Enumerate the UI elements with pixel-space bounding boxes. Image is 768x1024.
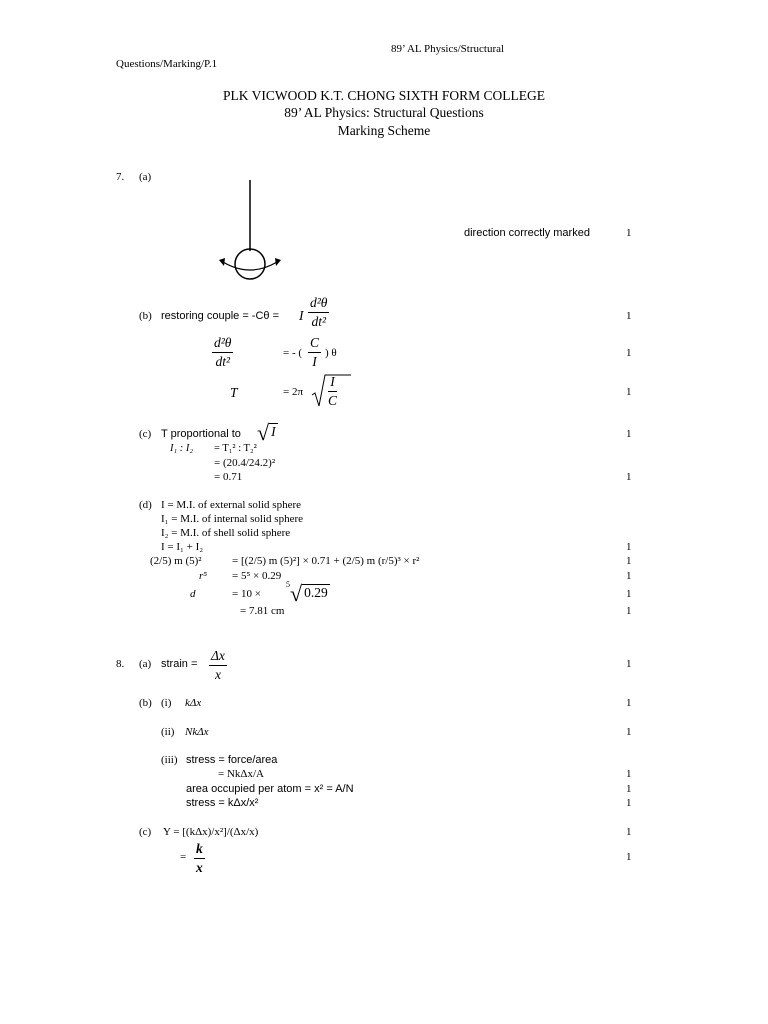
q8-number: 8. — [116, 658, 125, 670]
q7d-line5-rhs: = [(2/5) m (5)²] × 0.71 + (2/5) m (r/5)³ × r² — [232, 555, 420, 567]
q7-number: 7. — [116, 171, 125, 183]
q7d-line2: I₁ = M.I. of internal solid sphere — [161, 513, 304, 525]
fraction-denominator: dt² — [215, 353, 230, 369]
q7d-line7-mark: 1 — [626, 588, 632, 600]
fraction-denominator: C — [328, 392, 338, 408]
q8a-label: (a) — [139, 658, 152, 670]
q7d-line6-lhs: r⁵ — [199, 570, 208, 582]
q7c-label: (c) — [139, 428, 152, 440]
header-left: Questions/Marking/P.1 — [116, 58, 218, 70]
fraction-denominator: dt² — [311, 313, 326, 329]
college-title: PLK VICWOOD K.T. CHONG SIXTH FORM COLLEGE — [223, 88, 545, 103]
q7d-line7-rhs: = 10 × — [232, 588, 261, 600]
q7b-row2-C-over-I — [308, 336, 321, 368]
q8b-i-text: kΔx — [185, 697, 202, 709]
q7c-row4-mark: 1 — [626, 471, 632, 483]
q7d-line6-rhs: = 5⁵ × 0.29 — [232, 570, 282, 582]
q8b-label: (b) — [139, 697, 152, 709]
q7b-row2-mark: 1 — [626, 347, 632, 359]
q7b-row2-close: ) θ — [325, 347, 337, 359]
q7d-line5-lhs: (2/5) m (5)² — [150, 555, 202, 567]
q7d-line5-mark: 1 — [626, 555, 632, 567]
q7d-fifth-root: $^5$√ 0.29 — [286, 580, 328, 606]
q7c-row3: = (20.4/24.2)² — [214, 457, 276, 469]
q7d-line4: I = I₁ + I₂ — [161, 541, 204, 553]
q8c-label: (c) — [139, 826, 152, 838]
q8b-iii-line3-mark: 1 — [626, 783, 632, 795]
q8b-iii-label: (iii) — [161, 754, 178, 766]
header-right: 89’ AL Physics/Structural — [391, 43, 505, 55]
q7d-line8-mark: 1 — [626, 605, 632, 617]
q7b-row1-mark: 1 — [626, 310, 632, 322]
fraction-denominator: x — [214, 666, 221, 682]
q8c-line2-eq: = — [180, 851, 187, 863]
q8a-text: strain = — [161, 658, 198, 670]
q7d-line6-mark: 1 — [626, 570, 632, 582]
fraction-numerator: k — [194, 842, 205, 859]
torsion-pendulum-diagram — [215, 176, 295, 280]
q7c-row1-mark: 1 — [626, 428, 632, 440]
q7b-row1-fraction — [308, 296, 329, 328]
q8b-i-mark: 1 — [626, 697, 632, 709]
fraction-denominator: x — [196, 859, 203, 875]
q7a-label: (a) — [139, 171, 152, 183]
q7d-line3: I₂ = M.I. of shell solid sphere — [161, 527, 291, 539]
q8c-line1-mark: 1 — [626, 826, 632, 838]
q8c-line2-mark: 1 — [626, 851, 632, 863]
q8c-line1: Y = [(kΔx)/x²]/(Δx/x) — [163, 826, 259, 838]
q8b-iii-line4: stress = kΔx/x² — [186, 797, 259, 809]
q8b-iii-line4-mark: 1 — [626, 797, 632, 809]
q7c-row4: = 0.71 — [214, 471, 243, 483]
q7b-row3-lhs: T — [230, 385, 238, 400]
q7c-sqrt-I: √ I — [257, 420, 276, 445]
fraction-numerator: C — [308, 336, 321, 353]
q8b-ii-label: (ii) — [161, 726, 175, 738]
q7c-row2-lhs: I₁ : I₂ — [170, 443, 194, 454]
q8c-k-over-x — [194, 842, 205, 874]
q7b-row3-I-over-C — [328, 375, 337, 407]
q7a-mark: 1 — [626, 227, 632, 239]
fraction-numerator: I — [328, 375, 337, 392]
q7b-row3-eq: = 2π — [283, 386, 304, 398]
q8b-i-label: (i) — [161, 697, 172, 709]
sphere — [235, 249, 265, 279]
q8b-ii-text: NkΔx — [185, 726, 209, 738]
q7b-row2-eq: = - ( — [283, 347, 303, 359]
left-arrow-icon — [219, 258, 225, 266]
q8b-iii-line2: = NkΔx/A — [218, 768, 264, 780]
q7d-line4-mark: 1 — [626, 541, 632, 553]
q7c-row2-rhs: = T₁² : T₂² — [214, 443, 257, 454]
fraction-denominator: I — [312, 353, 317, 369]
q7d-label: (d) — [139, 499, 152, 511]
q8b-ii-mark: 1 — [626, 726, 632, 738]
q7b-row2-fraction — [212, 336, 233, 368]
q7c-row1-text: T proportional to — [161, 428, 241, 440]
q7d-line7-lhs: d — [190, 588, 196, 600]
right-arrow-icon — [275, 258, 281, 266]
subject-title: 89’ AL Physics: Structural Questions — [284, 105, 484, 120]
q8b-iii-line2-mark: 1 — [626, 768, 632, 780]
q7d-line1: I = M.I. of external solid sphere — [161, 499, 301, 511]
rotation-arc — [223, 262, 277, 270]
fraction-numerator: Δx — [209, 649, 227, 666]
q7b-row1-text: restoring couple = -Cθ = — [161, 310, 280, 322]
scheme-title: Marking Scheme — [337, 123, 431, 138]
q7a-note: direction correctly marked — [464, 227, 590, 239]
q8b-iii-line1: stress = force/area — [186, 754, 278, 766]
q7b-row3-mark: 1 — [626, 386, 632, 398]
q8a-mark: 1 — [626, 658, 632, 670]
fraction-numerator: d²θ — [308, 296, 329, 313]
q8b-iii-line3: area occupied per atom = x² = A/N — [186, 783, 354, 795]
q8a-fraction — [209, 649, 227, 681]
fraction-numerator: d²θ — [212, 336, 233, 353]
q7d-line8: = 7.81 cm — [240, 605, 285, 617]
q7b-label: (b) — [139, 310, 152, 322]
q7b-row1-I: I — [299, 308, 304, 323]
